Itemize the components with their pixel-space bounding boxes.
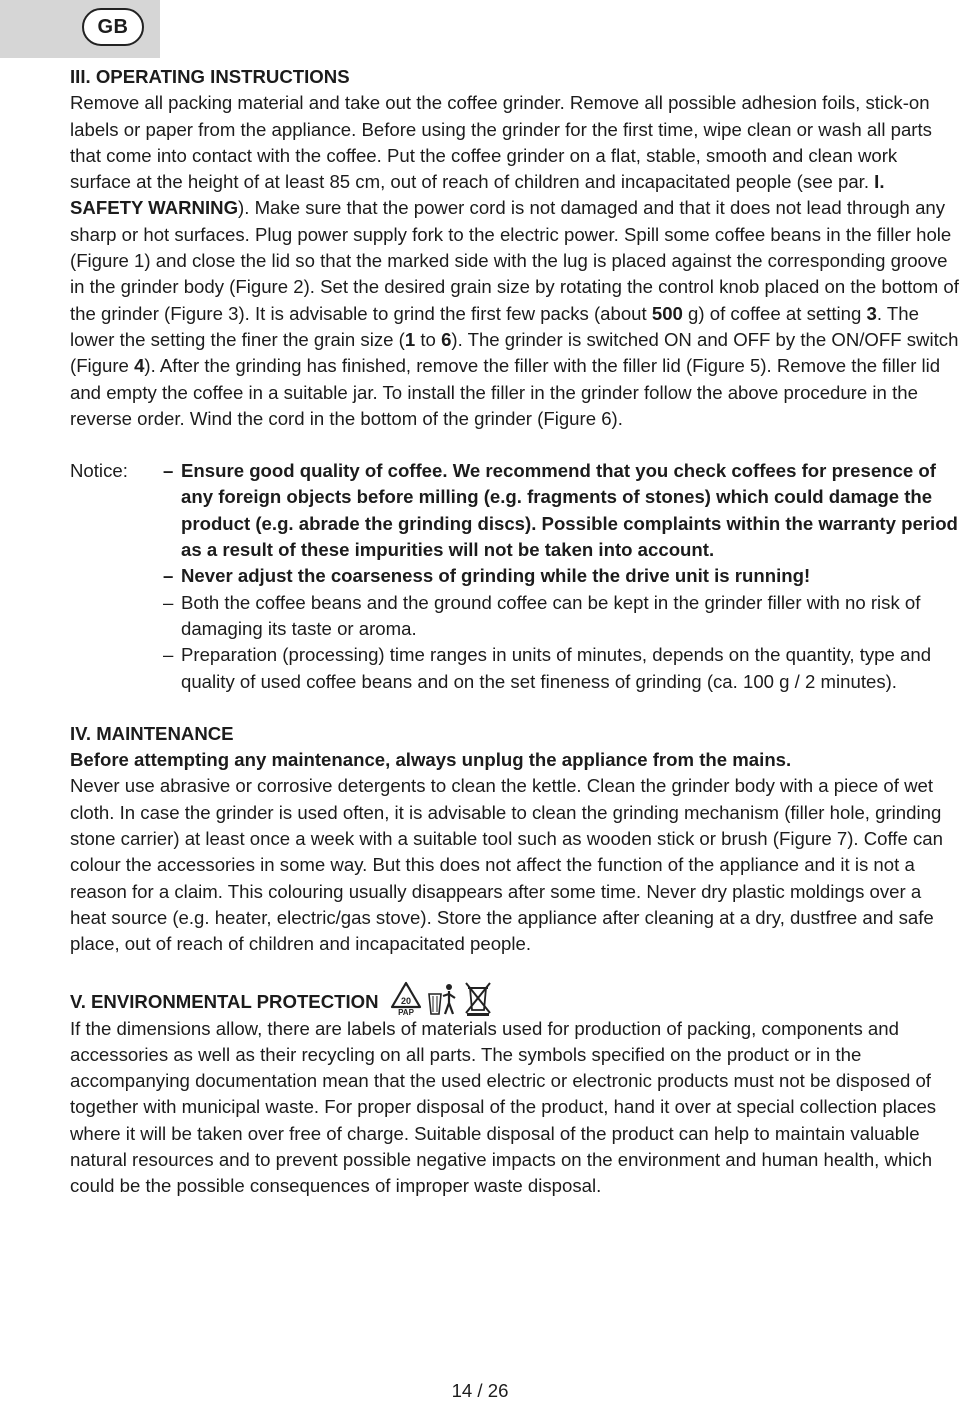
notice-label: Notice:	[70, 460, 128, 482]
dash-bullet: –	[163, 460, 174, 482]
notice-item: – Never adjust the coarseness of grinding while the drive unit is running!	[163, 563, 960, 589]
language-badge: GB	[82, 8, 144, 46]
page-content	[70, 64, 960, 1200]
page-number: 14 / 26	[451, 1380, 509, 1401]
section-title: IV. MAINTENANCE	[70, 722, 234, 744]
dash-bullet: –	[163, 591, 174, 613]
notice-block	[70, 458, 960, 695]
maintenance-text: Never use abrasive or corrosive detergents to clean the kettle. Clean the grinder body with a piece of wet cloth. In case the grinder is used often, it is advisable to clean the grinding mechanism (filler hole, grinding stone carrier) at least once a week with a suitable tool such as wooden stick or brush (Figure 7). Coffe can colour the accessories in some way. But this does not affect the function of the appliance and it is not a reason for a claim. This colouring usually disappears after some time. Never dry plastic moldings over a heat source (e.g. heater, electric/gas stove). Store the appliance after cleaning at a dry, dustfree and safe place, out of reach of children and incapacitated people.	[70, 775, 943, 955]
environmental-text: If the dimensions allow, there are labels of materials used for production of packing, components and accessories as well as their recycling on all parts. The symbols specified on the product or in the accompanying documentation mean that the used electric or electronic products must not be disposed of together with municipal waste. For proper disposal of the product, hand it over at special collection places where it will be taken over free of charge. Suitable disposal of the product can help to maintain valuable natural resources and to prevent possible negative impacts on the environment and human health, which could be the possible consequences of improper waste disposal.	[70, 1017, 937, 1197]
env-header	[70, 980, 960, 1016]
language-tab	[0, 0, 160, 58]
notice-item: – Ensure good quality of coffee. We recommend that you check coffees for presence of any foreign objects before milling (e.g. fragments of stones) which could damage the product (e.g. abrade the grinding discs). Possible complaints within the warranty period as a result of these impurities will not be taken into account.	[163, 458, 960, 563]
section-environmental-protection	[70, 980, 960, 1200]
section-title: III. OPERATING INSTRUCTIONS	[70, 66, 350, 87]
svg-text:20: 20	[400, 995, 411, 1006]
dash-bullet: –	[163, 644, 174, 666]
svg-text:PAP: PAP	[397, 1007, 414, 1016]
section-operating-instructions	[70, 64, 960, 432]
notice-list	[163, 458, 960, 695]
maintenance-warning: Before attempting any maintenance, always unplug the appliance from the mains.	[70, 749, 792, 771]
weee-crossed-bin-icon	[463, 980, 493, 1016]
tidy-man-bin-icon	[427, 982, 459, 1016]
operating-instructions-text: Remove all packing material and take out the coffee grinder. Remove all possible adhesion foils, stick-on labels or paper from the appliance. Before using the grinder for the first time, wipe clean or wash all parts that come into contact with the coffee. Put the coffee grinder on a flat, stable, smooth and clean work surface at the height of at least 85 cm, out of reach of children and incapacitated people (see par. I. SAFETY WARNING). Make sure that the power cord is not damaged and that it does not lead through any sharp or hot surfaces. Plug power supply fork to the electric power. Spill some coffee beans in the filler hole (Figure 1) and close the lid so that the marked side with the lug is placed against the corresponding groove in the grinder body (Figure 2). Set the desired grain size by rotating the control knob placed on the bottom of the grinder (Figure 3). It is advisable to grind the first few packs (about 500 g) of coffee at setting 3. The lower the setting the finer the grain size (1 to 6). The grinder is switched ON and OFF by the ON/OFF switch (Figure 4). After the grinding has finished, remove the filler with the filler lid (Figure 5). Remove the filler lid and empty the coffee in a suitable jar. To install the filler in the grinder follow the above procedure in the reverse order. Wind the cord in the bottom of the grinder (Figure 6).	[70, 92, 959, 429]
notice-item: – Both the coffee beans and the ground coffee can be kept in the grinder filler with no risk of damaging its taste or aroma.	[163, 590, 960, 643]
recycle-pap-icon	[389, 980, 423, 1016]
section-maintenance	[70, 721, 960, 958]
notice-item: – Preparation (processing) time ranges in units of minutes, depends on the quantity, type and quality of used coffee beans and on the set fineness of grinding (ca. 100 g / 2 minutes).	[163, 642, 960, 695]
env-icons	[389, 980, 493, 1016]
dash-bullet: –	[163, 565, 174, 587]
section-title: V. ENVIRONMENTAL PROTECTION	[70, 991, 379, 1013]
